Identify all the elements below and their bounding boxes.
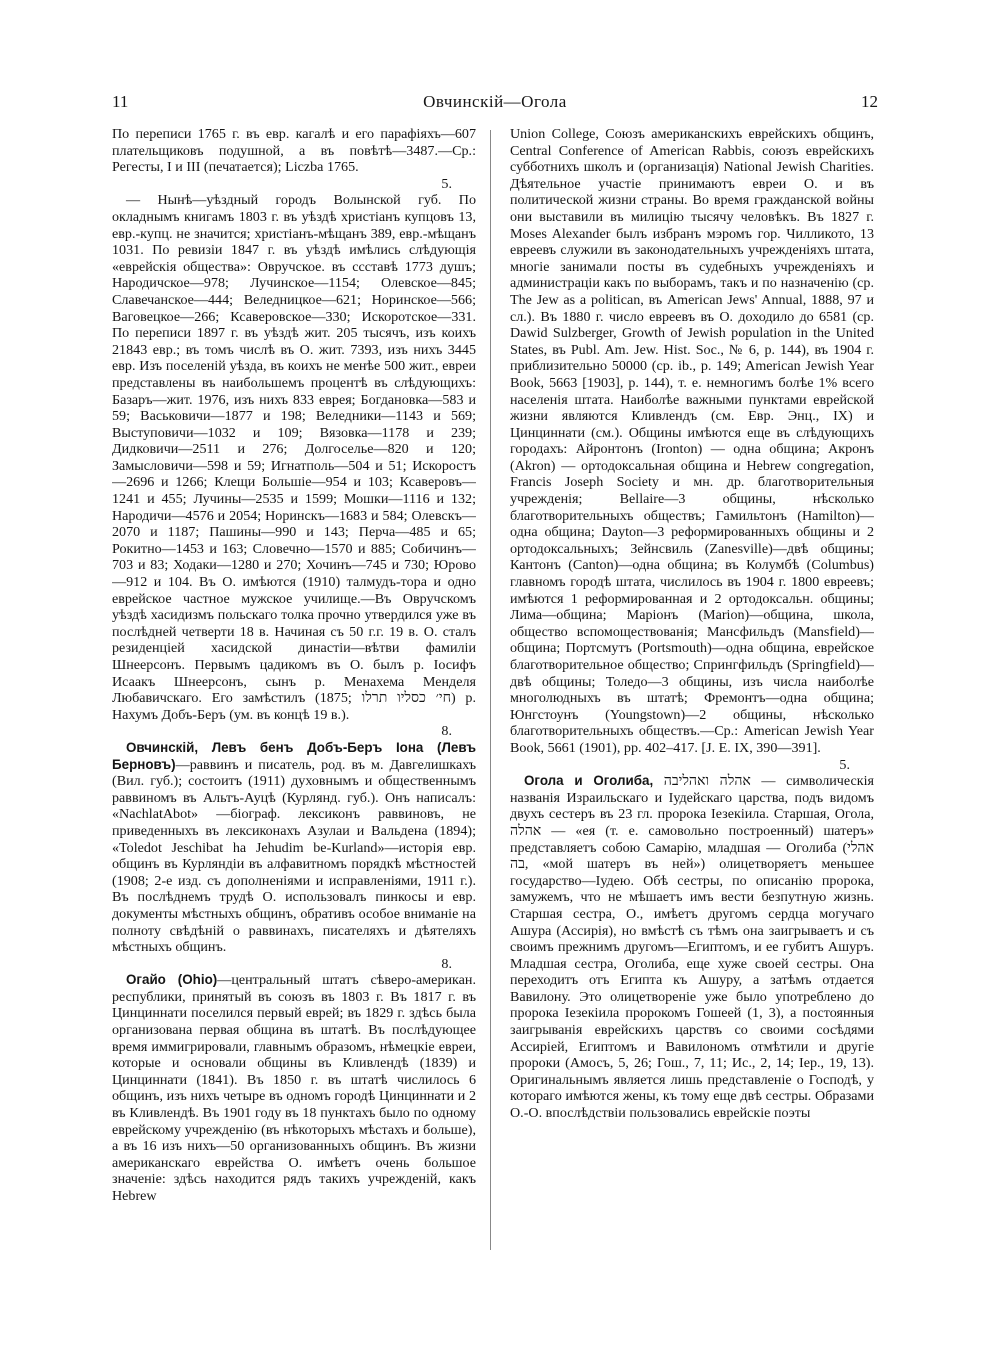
left-column	[112, 126, 476, 1256]
author-signature: 8.	[441, 723, 452, 740]
page-number-right: 12	[861, 92, 878, 111]
article-paragraph	[112, 192, 476, 740]
author-signature: 5.	[839, 756, 850, 773]
entry-text: —раввинъ и писатель, род. въ м. Давгелишкахъ (Вил. губ.); состоитъ (1911) духовнымъ и общественнымъ раввиномъ въ Альтъ-Ауцѣ (Курлянд. губ.). Онъ написалъ: «NachlatAbot» —біограф. лексиконъ раввиновъ, не приведенныхъ въ лексиконахъ Азулаи и Вальдена (1894); «Toledot Jeschibat ha Jehudim be-Kurland»—исторія евр. общинъ въ Курляндіи въ алфавитномъ порядкѣ мѣстностей (1908; 2-е изд. съ дополненіями и исправленіями, 1911 г.). Въ послѣднемъ трудѣ О. использовалъ пинкосы и евр. документы мѣстныхъ общинъ, обративъ особое вниманіе на полноту свѣдѣній о раввинахъ, писателяхъ и дѣятеляхъ мѣстныхъ общинъ.	[112, 756, 476, 956]
page-header	[112, 92, 878, 118]
paragraph-text: По переписи 1765 г. въ евр. кагалѣ и его парафіяхъ—607 плательщиковъ подушной, а въ повѣтѣ—3487.—Ср.: Регесты, I и III (печатается); Liczba 1765.	[112, 126, 476, 176]
paragraph-text: — Нынѣ—уѣздный городъ Волынской губ. По окладнымъ книгамъ 1803 г. въ уѣздѣ христіанъ купцовъ 13, евр.-купц. не значится; христіанъ-мѣщанъ 389, евр.-мѣщанъ 1031. По ревизіи 1847 г. въ уѣздѣ имѣлись слѣдующія «еврейскія общества»: Овручское. въ ссставѣ 1773 душъ; Народичское—978; Лучинское—1154; Олевское—845; Славечанское—444; Веледницкое—621; Норинское—566; Ваговецкое—266; Ксаверовское—330; Искоротское—331. По переписи 1897 г. въ уѣздѣ жит. 205 тысячъ, изъ коихъ 21843 евр.; въ томъ числѣ въ О. жит. 7393, изъ нихъ 3445 евр. Изъ поселеній уѣзда, въ коихъ не менѣе 500 жит., евреи представлены въ наибольшемъ процентѣ въ слѣдующихъ: Базаръ—жит. 1976, изъ нихъ 833 еврея; Богдановка—583 и 59; Васьковичи—1877 и 198; Веледники—1143 и 569; Выступовичи—1032 и 109; Вязовка—1178 и 239; Дидковичи—2511 и 276; Долгоселье—820 и 120; Замысловичи—598 и 59; Игнатполь—504 и 51; Искоростъ—2696 и 1266; Клещи Большіе—954 и 103; Ксаверовъ—1241 и 455; Лучины—2535 и 1599; Мошки—1116 и 132; Народичи—4576 и 2054; Норинскъ—1683 и 584; Олевскъ—2070 и 1187; Пашины—990 и 143; Перча—485 и 65; Рокитно—1453 и 163; Словечно—1570 и 885; Собичинъ—703 и 83; Ходаки—1280 и 270; Хочинъ—745 и 730; Юрово—912 и 104. Въ О. имѣются (1910) талмудъ-тора и одно еврейское частное мужское училище.—Въ Овручскомъ уѣздѣ хасидизмъ польскаго толка прочно утвердился уже въ послѣдней четверти 18 в. Начиная съ 50 г.г. 19 в. О. сталъ резиденціей хасидской династіи—вѣтви фамиліи Шнеерсонъ. Первымъ цадикомъ въ О. былъ р. Іосифъ Исаакъ Шнеерсонъ, сынъ р. Менахема Менделя Любавичскаго. Его замѣстилъ (1875; ‎חי׳ כסליו תרלו‏) р. Нахумъ Добъ-Беръ (ум. въ концѣ 19 в.).	[112, 192, 476, 723]
entry-text: ‎אהלה ואהליבה‏ — символическія названія Израильскаго и Іудейскаго царства, подъ видомъ двухъ сестеръ въ 23 гл. пророка Іезекіила. Старшая, Огола, ‎אהלה‏ — «ея (т. е. самовольно построенный) шатеръ» представляетъ собою Самарію, младшая — Оголиба (‎אהלי בה‏, «мой шатеръ въ ней») олицетворяетъ меньшее государство—Іудею. Обѣ сестры, по описанію пророка, замужемъ, что не мѣшаетъ имъ вести безпутную жизнь. Старшая сестра, О., имѣетъ другомъ сердца могучаго Ашура (Ассирія), но вмѣстѣ съ тѣмъ она заигрываетъ и съ своимъ прежнимъ другомъ—Египтомъ, и ее губитъ Ашуръ. Младшая сестра, Оголиба, еще хуже своей сестры. Она переходитъ отъ Египта къ Ашуру, а затѣмъ отдается Вавилону. Это олицетвореніе уже было употреблено до пророка Іезекіила пророкомъ Гошеей (1, 3), а постоянныя заигрыванія еврейскихъ царствъ со своими сосѣдями Ассиріей, Египтомъ и Вавилономъ отмѣтили и другіе пророки (Амосъ, 5, 26; Гош., 7, 11; Ис., 2, 14; Іер., 19, 13). Оригинальнымъ является лишь представленіе о Господѣ, у котораго имѣются жены, къ тому еще двѣ сестры. Образами О.-О. впослѣдствіи пользовались еврейскіе поэты	[510, 773, 874, 1122]
entry-heading: Овчинскій, Левъ бенъ Добъ-Беръ Іона (Левъ Берновъ)	[112, 739, 476, 772]
article-entry	[112, 740, 476, 972]
author-signature: 8.	[441, 955, 452, 972]
entry-heading: Огола и Оголиба,	[524, 773, 654, 789]
entry-text: —центральный штатъ сѣверо-американ. республики, принятый въ союзъ въ 1803 г. Въ 1817 г. въ Цинциннати поселился первый еврей; въ 1829 г. здѣсь была организована первая община въ штатѣ. Въ послѣдующее время иммигрировали, главнымъ образомъ, нѣмецкіе евреи, которые и основали общины въ Кливлендѣ (1839) и Цинциннати (1841). Въ 1850 г. въ штатѣ числилось 6 общинъ, изъ нихъ четыре въ одномъ городѣ Цинциннати и 2 въ Кливлендѣ. Въ 1901 году въ 18 пунктахъ было по одному еврейскому учрежденію (въ нѣкоторыхъ мѣстахъ и больше), а въ 16 изъ нихъ—50 организованныхъ общинъ. Въ жизни американскаго еврейства О. имѣетъ очень большое значеніе: здѣсь находится рядъ такихъ учрежденій, какъ Hebrew	[112, 972, 476, 1204]
running-title: Овчинскій—Огола	[423, 92, 567, 111]
entry-heading: Огайо (Ohio)	[126, 972, 218, 988]
article-paragraph	[510, 126, 874, 773]
column-divider	[490, 130, 491, 1250]
article-entry	[112, 972, 476, 1204]
right-column	[510, 126, 874, 1256]
article-paragraph	[112, 126, 476, 192]
paragraph-text: Union College, Союзъ американскихъ еврейскихъ общинъ, Central Conference of American Rabbis, союзъ еврейскихъ субботнихъ школъ и (организація) National Jewish Charities. Дѣятельное участіе принимаютъ евреи О. и въ политической жизни страны. Во время гражданской войны они выставили въ милицію тысячу человѣкъ. Въ 1827 г. Moses Alexander былъ избранъ мэромъ гор. Чилликото, 13 евреевъ служили въ законодательныхъ учрежденіяхъ штата, многіе занимали посты въ судебныхъ учрежденіяхъ и администраціи какъ по выборамъ, такъ и по назначенію (ср. The Jew as a politican, въ American Jews' Annual, 1888, 97 и сл.). Въ 1880 г. число евреевъ въ О. доходило до 6581 (ср. Dawid Sulzberger, Growth of Jewish population in the United States, въ Publ. Am. Jew. Hist. Soc., № 6, p. 144), въ 1904 г. приблизительно 50000 (ср. ib., p. 149; American Jewish Year Book, 5663 [1903], p. 144), т. е. немногимъ болѣе 1% всего населенія штата. Наиболѣе важными пунктами еврейской жизни являются Кливлендъ (см. Евр. Энц., IX) и Цинциннати (см.). Общины имѣются еще въ слѣдующихъ городахъ: Айронтонъ (Ironton) — одна община; Акронъ (Akron) — ортодоксальная община и Hebrew congregation, Francis Joseph Society и мн. др. благотворительныя учрежденія; Bellaire—3 общины, нѣсколько благотворительныхъ обществъ; Гамильтонъ (Hamilton)—одна община; Dayton—3 реформированныхъ общины и 2 ортодоксальныхъ; Зейнсвиль (Zanesville)—двѣ общины; Кантонъ (Canton)—одна община; въ Колумбѣ (Columbus) главномъ городѣ штата, числилось въ 1904 г. 1800 евреевъ; имѣются 1 реформированная и 2 ортодоксальн. общины; Лима—община; Маріонъ (Marion)—община, школа, общество вспомоществованія; Мансфильдъ (Mansfield)—община; Портсмутъ (Portsmouth)—одна община, еврейское благотворительное общество; Спрингфильдъ (Springfield)—двѣ общины; Толедо—3 общины, изъ числа наиболѣе многолюдныхъ въ штатѣ; Фремонтъ—одна община; Юнгстоунъ (Youngstown)—2 общины, нѣсколько благотворительныхъ обществъ.—Ср.: American Jewish Year Book, 5661 (1901), pp. 402–417. [J. E. IX, 390—391].	[510, 126, 874, 756]
page-number-left: 11	[112, 92, 129, 111]
article-entry	[510, 773, 874, 1121]
author-signature: 5.	[441, 175, 452, 192]
